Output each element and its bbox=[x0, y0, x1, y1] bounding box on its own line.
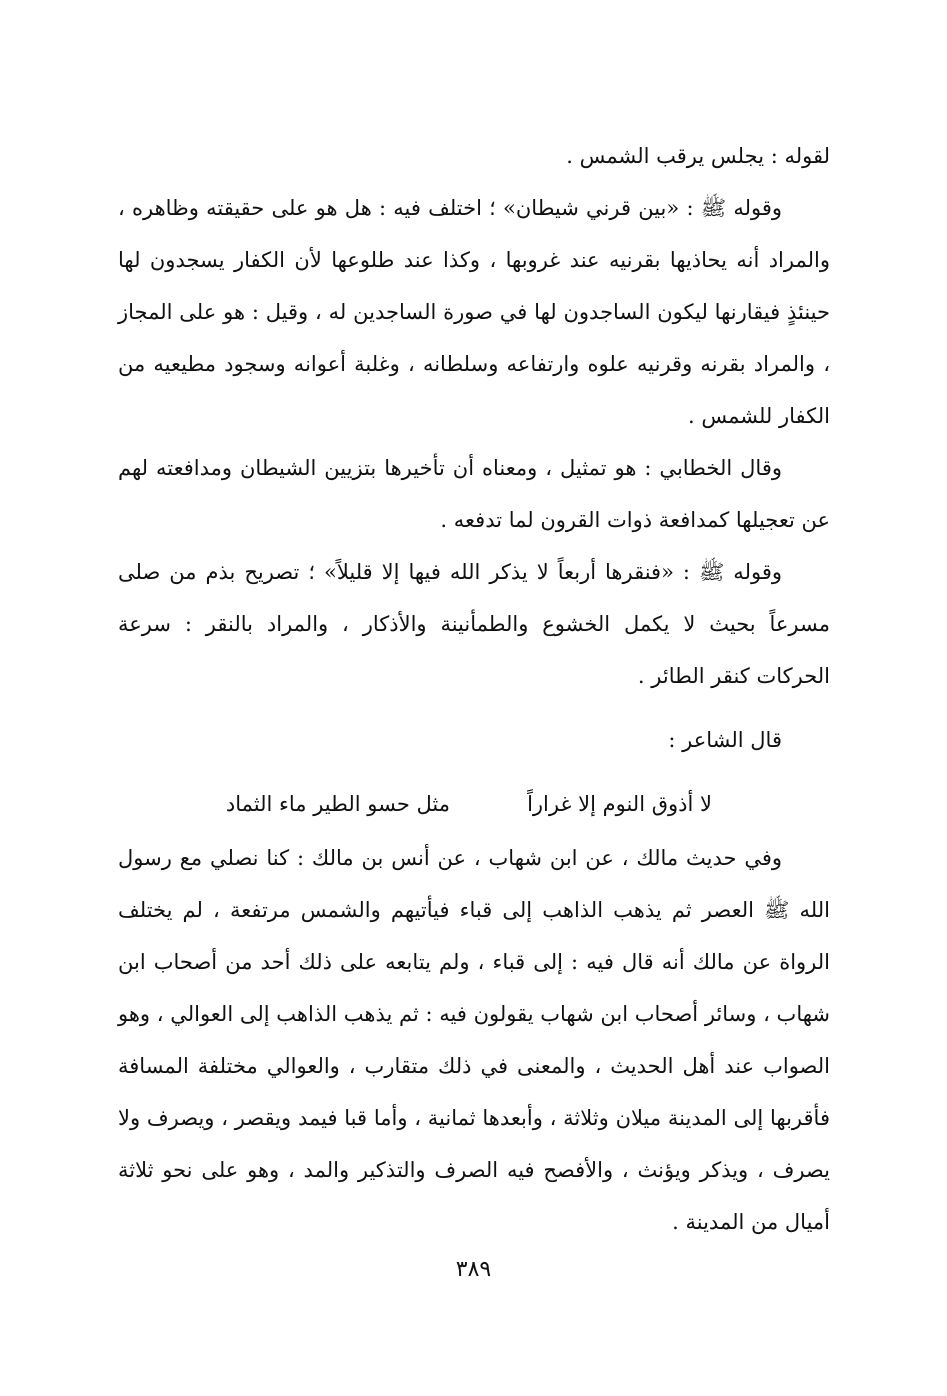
paragraph-khattabi: وقال الخطابي : هو تمثيل ، ومعناه أن تأخيرها بتزيين الشيطان ومدافعته لهم عن تعجيلها كمدافعة ذوات القرون لما تدفعه . bbox=[118, 456, 830, 532]
paragraph-between-horns: وقوله ﷺ : «بين قرني شيطان» ؛ اختلف فيه : هل هو على حقيقته وظاهره ، والمراد أنه يحاذيها بقرنيه عند غروبها ، وكذا عند طلوعها لأن الكفار يسجدون لها حينئذٍ فيقارنها ليكون الساجدون لها في صورة الساجدين له ، وقيل : هو على المجاز ، والمراد بقرنه وقرنيه علوه وارتفاعه وسلطانه ، وغلبة أعوانه وسجود مطيعيه من الكفار للشمس . bbox=[118, 196, 830, 428]
paragraph-intro: لقوله : يجلس يرقب الشمس . bbox=[566, 144, 830, 168]
poem-verse bbox=[118, 778, 830, 830]
verse-first-hemistich: لا أذوق النوم إلا غراراً bbox=[527, 792, 712, 816]
poet-intro: قال الشاعر : bbox=[668, 728, 782, 752]
page-number: ٣٨٩ bbox=[455, 1257, 492, 1282]
paragraph-pecking: وقوله ﷺ : «فنقرها أربعاً لا يذكر الله فيها إلا قليلاً» ؛ تصريح بذم من صلى مسرعاً بحيث لا يكمل الخشوع والطمأنينة والأذكار ، والمراد بالنقر : سرعة الحركات كنقر الطائر . bbox=[118, 560, 830, 688]
verse-second-hemistich: مثل حسو الطير ماء الثماد bbox=[225, 792, 450, 816]
paragraph-malik-hadith: وفي حديث مالك ، عن ابن شهاب ، عن أنس بن مالك : كنا نصلي مع رسول الله ﷺ العصر ثم يذهب الذاهب إلى قباء فيأتيهم والشمس مرتفعة ، لم يختلف الرواة عن مالك أنه قال فيه : إلى قباء ، ولم يتابعه على ذلك أحد من أصحاب ابن شهاب ، وسائر أصحاب ابن شهاب يقولون فيه : ثم يذهب الذاهب إلى العوالي ، وهو الصواب عند أهل الحديث ، والمعنى في ذلك متقارب ، والعوالي مختلفة المسافة فأقربها إلى المدينة ميلان وثلاثة ، وأبعدها ثمانية ، وأما قبا فيمد ويقصر ، ويصرف ولا يصرف ، ويذكر ويؤنث ، والأفصح فيه الصرف والتذكير والمد ، وهو على نحو ثلاثة أميال من المدينة . bbox=[118, 846, 830, 1234]
